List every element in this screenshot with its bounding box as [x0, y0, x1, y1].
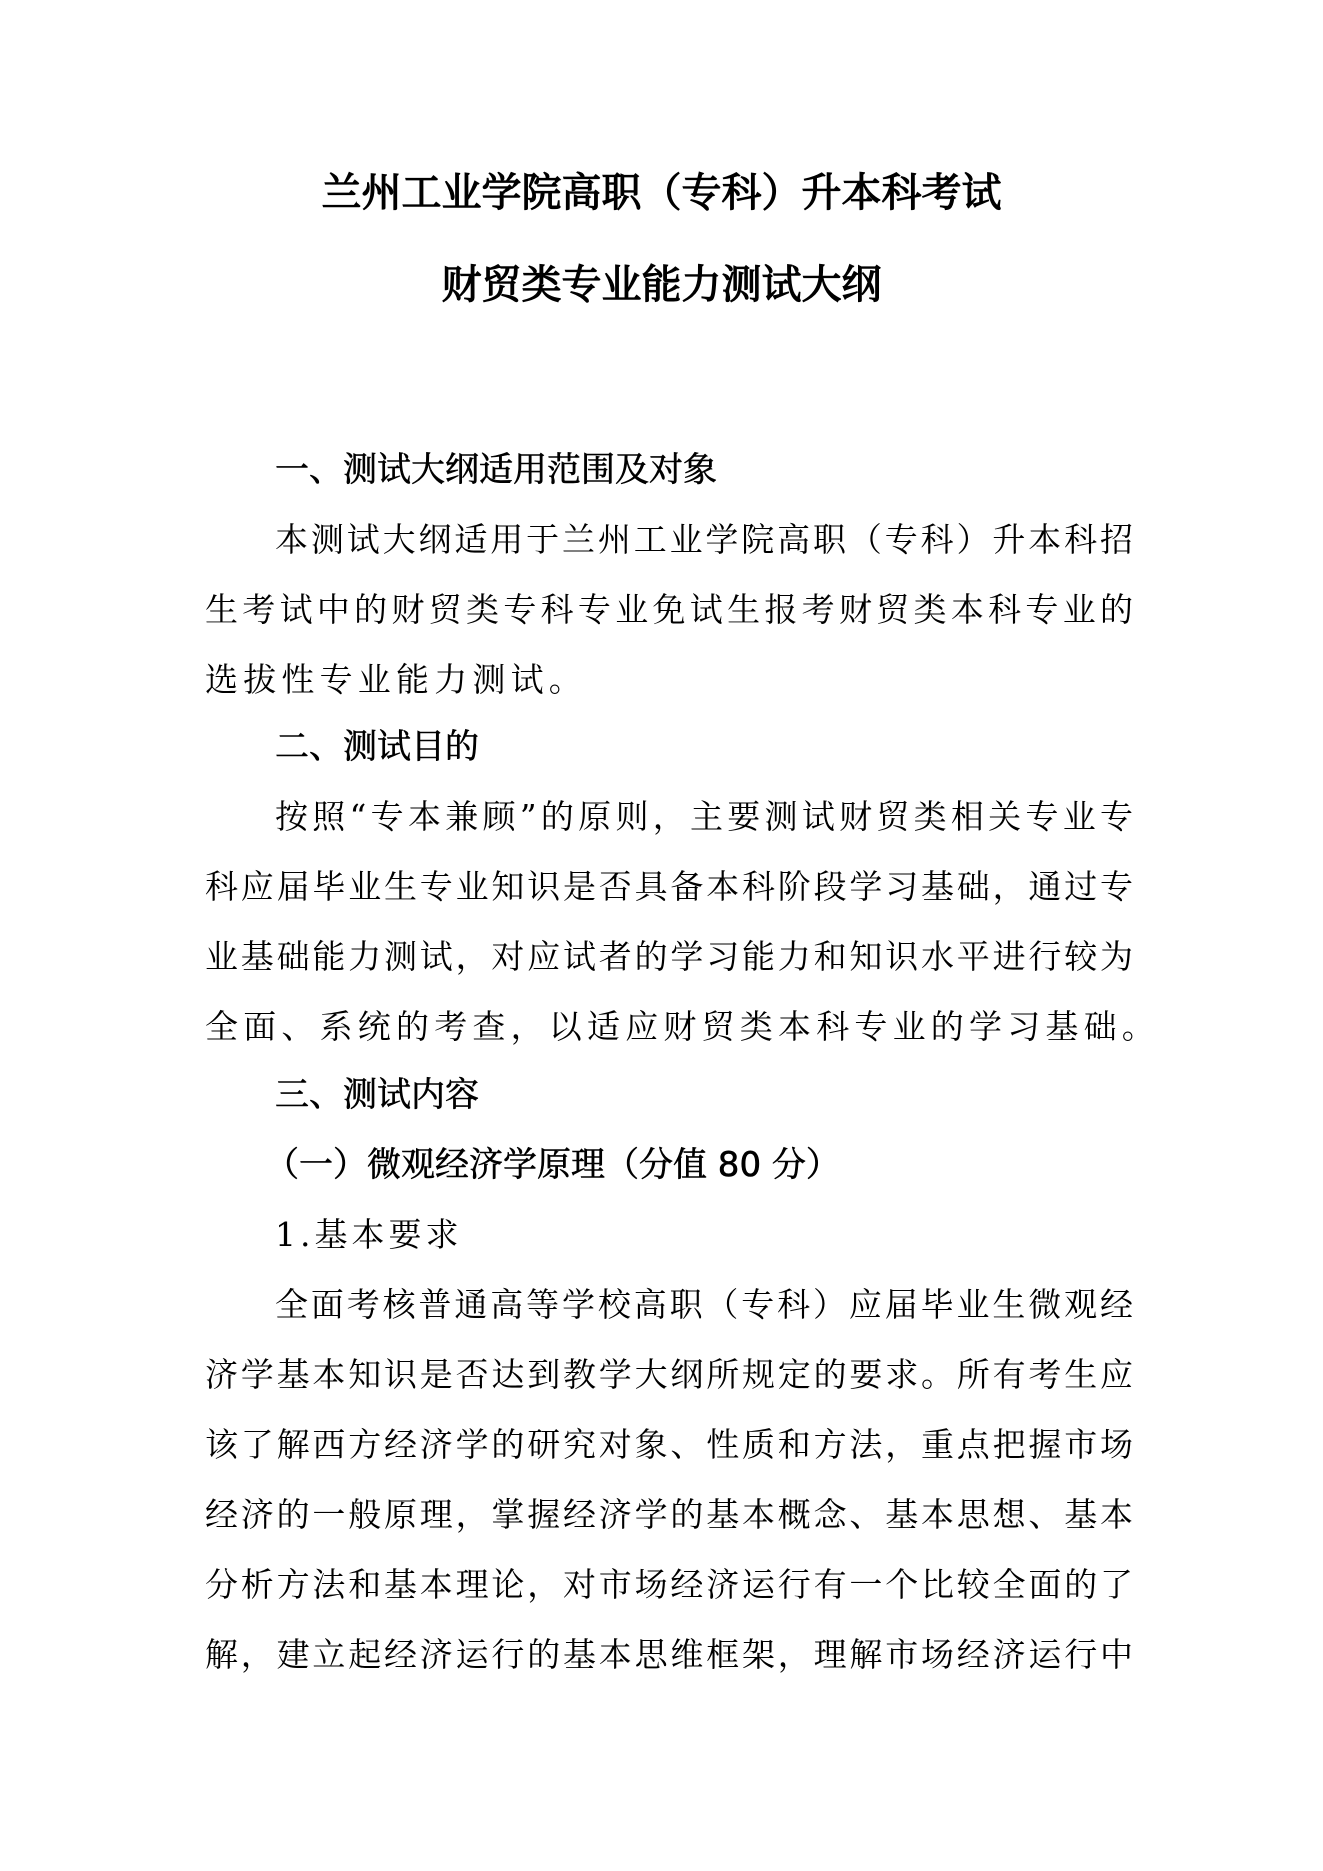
subsection-heading-microeconomics: （一）微观经济学原理（分值 80 分）: [265, 1145, 840, 1185]
section-content: [205, 1060, 1133, 1690]
item-label-basic-requirements: 1.基本要求: [275, 1215, 463, 1254]
paragraph-line: 生考试中的财贸类专科专业免试生报考财贸类本科专业的: [205, 590, 1133, 629]
paragraph-line: 科应届毕业生专业知识是否具备本科阶段学习基础，通过专: [205, 867, 1133, 906]
paragraph-line: 本测试大纲适用于兰州工业学院高职（专科）升本科招: [275, 520, 1133, 559]
paragraph-line: 济学基本知识是否达到教学大纲所规定的要求。所有考生应: [205, 1355, 1133, 1394]
paragraph-line: 全面考核普通高等学校高职（专科）应届毕业生微观经: [275, 1285, 1133, 1324]
section-heading-scope: 一、测试大纲适用范围及对象: [275, 450, 717, 490]
document-title-line-2: 财贸类专业能力测试大纲: [441, 262, 882, 308]
paragraph-line: 解，建立起经济运行的基本思维框架，理解市场经济运行中: [205, 1635, 1133, 1674]
paragraph-line: 选拔性专业能力测试。: [205, 660, 587, 699]
paragraph-line: 全面、系统的考查，以适应财贸类本科专业的学习基础。: [205, 1007, 1160, 1046]
section-purpose: [205, 712, 1160, 1062]
paragraph-line: 分析方法和基本理论，对市场经济运行有一个比较全面的了: [205, 1565, 1133, 1604]
paragraph-line: 业基础能力测试，对应试者的学习能力和知识水平进行较为: [205, 937, 1133, 976]
section-heading-content: 三、测试内容: [275, 1075, 479, 1115]
paragraph-line: 该了解西方经济学的研究对象、性质和方法，重点把握市场: [205, 1425, 1133, 1464]
paragraph-line: 经济的一般原理，掌握经济学的基本概念、基本思想、基本: [205, 1495, 1133, 1534]
document-title-line-1: 兰州工业学院高职（专科）升本科考试: [321, 170, 1002, 216]
section-heading-purpose: 二、测试目的: [275, 727, 479, 767]
paragraph-line: 按照“专本兼顾”的原则，主要测试财贸类相关专业专: [275, 797, 1133, 836]
section-scope: [205, 435, 1133, 715]
